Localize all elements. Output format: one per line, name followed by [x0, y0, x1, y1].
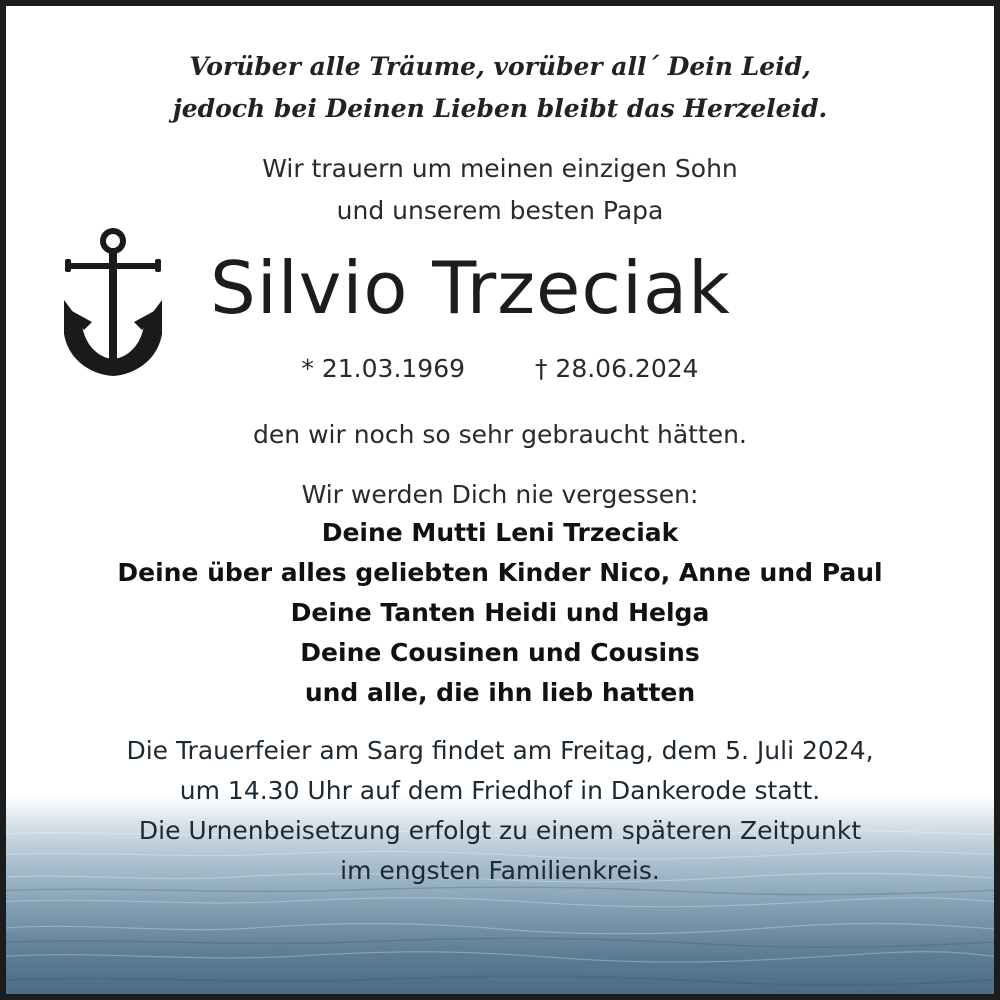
tribute-line: den wir noch so sehr gebraucht hätten.	[253, 420, 747, 449]
service-line-3: Die Urnenbeisetzung erfolgt zu einem späteren Zeitpunkt	[138, 816, 862, 845]
mourner-line-2: Deine über alles geliebten Kinder Nico, Anne und Paul	[117, 558, 883, 587]
mourner-line-5: und alle, die ihn lieb hatten	[304, 678, 696, 707]
notice-content	[6, 6, 994, 994]
birth-date: * 21.03.1969	[301, 354, 466, 383]
mourner-line-3: Deine Tanten Heidi und Helga	[290, 598, 710, 627]
service-line-2: um 14.30 Uhr auf dem Friedhof in Dankerode statt.	[179, 776, 821, 805]
mourner-line-4: Deine Cousinen und Cousins	[300, 638, 700, 667]
intro-line-2: und unserem besten Papa	[336, 196, 664, 225]
service-line-4: im engsten Familienkreis.	[340, 856, 660, 885]
mourner-line-1: Deine Mutti Leni Trzeciak	[321, 518, 679, 547]
verse-line-2: jedoch bei Deinen Lieben bleibt das Herzeleid.	[172, 94, 828, 123]
service-line-1: Die Trauerfeier am Sarg findet am Freitag, dem 5. Juli 2024,	[126, 736, 874, 765]
intro-line-1: Wir trauern um meinen einzigen Sohn	[262, 154, 738, 183]
life-dates	[6, 354, 994, 383]
death-date: † 28.06.2024	[534, 354, 699, 383]
deceased-name: Silvio Trzeciak	[210, 246, 731, 330]
farewell-line: Wir werden Dich nie vergessen:	[301, 480, 699, 509]
verse-line-1: Vorüber alle Träume, vorüber all´ Dein Leid,	[189, 52, 811, 81]
